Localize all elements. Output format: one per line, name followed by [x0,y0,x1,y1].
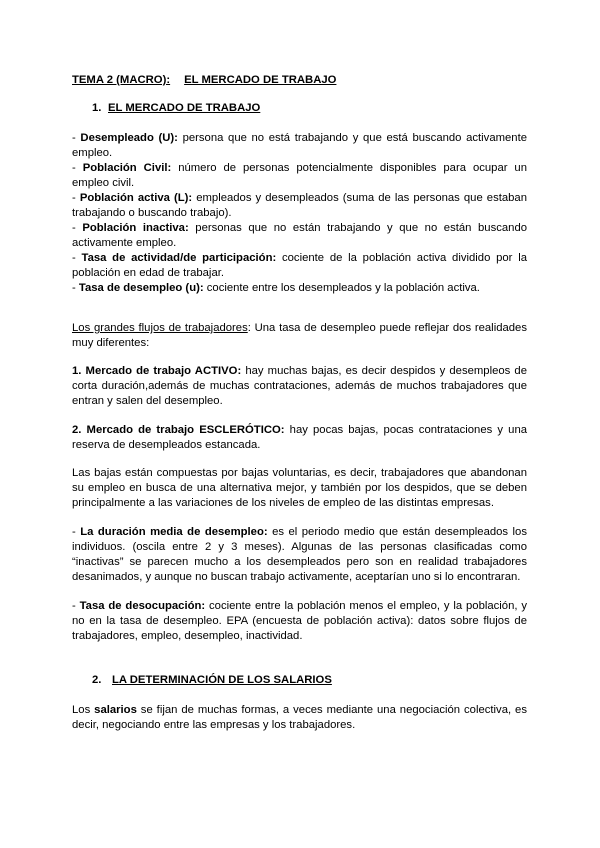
salarios-text: se fijan de muchas formas, a veces mediante una negociación colectiva, es decir, negociando entre las empresas y los trabajadores. [72,704,527,731]
definition-text: personas que no están trabajando y que no están buscando activamente empleo. [72,222,528,249]
desocupacion-text: cociente entre la población menos el empleo, y la población, y no en la tasa de desempleo. EPA (encuesta de población activa): datos sobre flujos de trabajadores, empleo, desempleo, inactividad. [72,600,528,642]
sclerotic-market-paragraph [72,423,527,453]
active-market-paragraph [72,364,527,409]
definition-text: número de personas potencialmente disponibles para ocupar un empleo civil. [72,162,528,189]
duration-term: La duración media de desempleo: [80,526,268,538]
definition-text: cociente de la población activa dividido por la población en edad de trabajar. [72,252,527,279]
desocupacion-paragraph: - Tasa de desocupación: cociente entre la población menos el empleo, y la población, y no en la tasa de desempleo. EPA (encuesta de población activa): datos sobre flujos de trabajadores, empleo, desempleo, inactividad. [72,600,528,642]
definition-term: Población Civil: [82,162,172,174]
definition-term: Tasa de actividad/de participación: [81,252,277,264]
salarios-paragraph [72,703,527,733]
flows-paragraph [72,321,527,351]
definition-item: - Tasa de actividad/de participación: cociente de la población activa dividido por la población en edad de trabajar. [72,252,527,279]
sclerotic-market-term: 2. Mercado de trabajo ESCLERÓTICO: [72,424,285,436]
section-2-heading [92,673,332,688]
definition-term: Población activa (L): [79,192,193,204]
section-1-number: 1. [92,102,102,114]
definition-text: cociente entre los desempleados y la población activa. [203,282,480,294]
active-market-text: hay muchas bajas, es decir despidos y desempleos de corta duración,además de muchas contrataciones, además de muchos trabajadores que entran y salen del desempleo. [72,365,527,407]
salarios-pre: Los [72,704,95,716]
section-2-number: 2. [92,674,102,686]
desocupacion-term: Tasa de desocupación: [79,600,206,612]
definition-item: - Población Civil: número de personas potencialmente disponibles para ocupar un empleo civil. [72,162,528,189]
definition-item: - Desempleado (U): persona que no está trabajando y que está buscando activamente empleo. [72,132,528,159]
document-title [72,73,336,88]
sclerotic-market-text: hay pocas bajas, pocas contrataciones y una reserva de desempleados estancada. [72,424,528,451]
bajas-text: Las bajas están compuestas por bajas voluntarias, es decir, trabajadores que abandonan su empleo en busca de una alternativa mejor, y también por los despidos, que se deben principalmente a las variaciones de los niveles de empleo de las distintas empresas. [72,467,527,509]
section-2-title: LA DETERMINACIÓN DE LOS SALARIOS [112,674,332,686]
section-1-title: EL MERCADO DE TRABAJO [108,102,261,114]
definition-term: Desempleado (U): [80,132,178,144]
definition-text: persona que no está trabajando y que está buscando activamente empleo. [72,132,528,159]
bajas-paragraph [72,466,527,511]
definition-item: - Población activa (L): empleados y desempleados (suma de las personas que estaban trabajando o buscando trabajo). [72,192,527,219]
active-market-term: 1. Mercado de trabajo ACTIVO: [72,365,242,377]
definition-term: Población inactiva: [82,222,189,234]
salarios-term: salarios [94,704,137,716]
definition-term: Tasa de desempleo (u): [78,282,204,294]
definition-item: - Tasa de desempleo (u): cociente entre los desempleados y la población activa. [72,282,480,294]
duration-paragraph: - La duración media de desempleo: es el periodo medio que están desempleados los individuos. (oscila entre 2 y 3 meses). Algunas de las personas clasificadas como “inactivas” se parecen mucho a los desempleados pero son en realidad trabajadores desanimados, y aunque no buscan trabajo activamente, aceptarían uno si lo encontraran. [72,526,527,583]
title-subject: EL MERCADO DE TRABAJO [184,74,337,86]
definition-item: - Población inactiva: personas que no están trabajando y que no están buscando activamente empleo. [72,222,528,249]
title-topic: TEMA 2 (MACRO): [72,74,171,86]
duration-text: es el periodo medio que están desempleados los individuos. (oscila entre 2 y 3 meses). Algunas de las personas clasificadas como “inactivas” se parecen mucho a los desempleados pero son en realidad trabajadores desanimados, y aunque no buscan trabajo activamente, aceptarían uno si lo encontraran. [72,526,527,583]
definition-text: empleados y desempleados (suma de las personas que estaban trabajando o buscando trabajo). [72,192,527,219]
definitions-list [72,131,527,296]
flows-text: : Una tasa de desempleo puede reflejar dos realidades muy diferentes: [72,322,527,349]
section-1-heading [92,101,260,116]
flows-label: Los grandes flujos de trabajadores [72,322,248,334]
